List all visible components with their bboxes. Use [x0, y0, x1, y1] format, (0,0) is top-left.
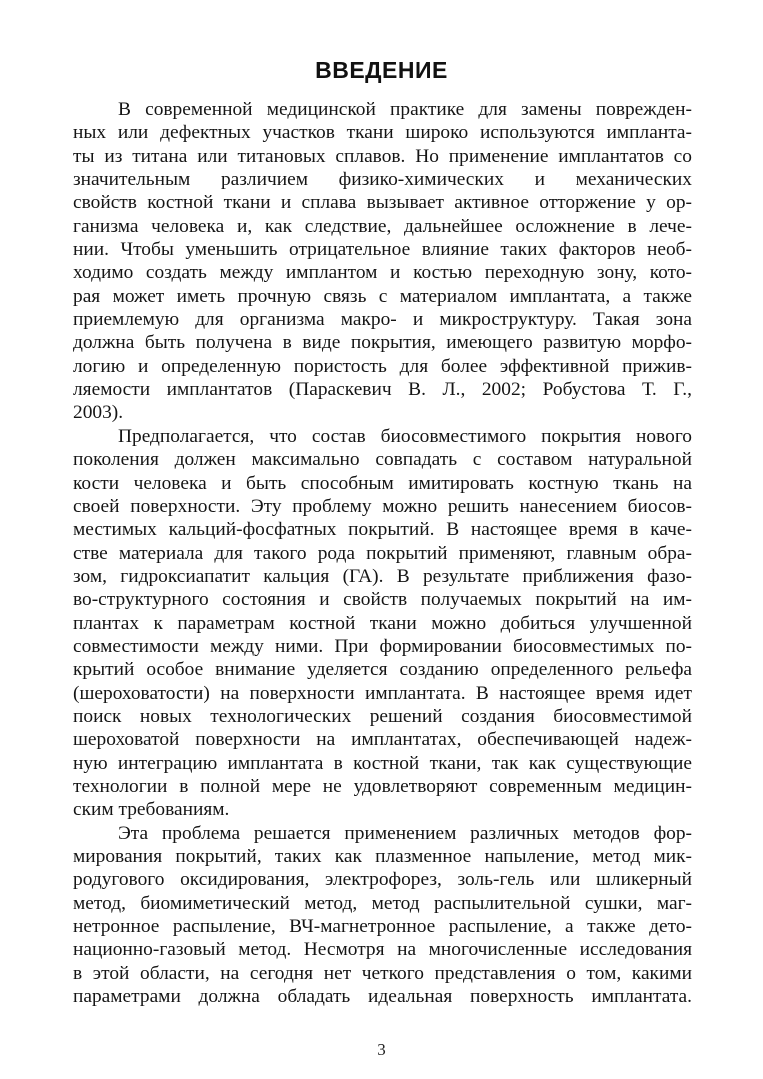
text-line: свойств костной ткани и сплава вызывает активное отторжение у ор-: [73, 192, 692, 214]
text-line: во-структурного состояния и свойств получаемых покрытий на им-: [73, 589, 692, 611]
page-number: 3: [377, 1040, 386, 1059]
paragraph-3: [73, 822, 692, 1009]
text-line: ходимо создать между имплантом и костью переходную зону, кото-: [73, 262, 692, 284]
text-line: приемлемую для организма макро- и микроструктуру. Такая зона: [73, 309, 692, 331]
text-line: нии. Чтобы уменьшить отрицательное влияние таких факторов необ-: [73, 239, 692, 261]
text-line: ную интеграцию имплантата в костной ткани, так как существующие: [73, 752, 692, 774]
text-line: Эта проблема решается применением различных методов фор-: [118, 822, 692, 844]
text-line: совместимости между ними. При формировании биосовместимых по-: [73, 635, 692, 657]
text-line: ных или дефектных участков ткани широко используются импланта-: [73, 122, 692, 144]
text-line: ганизма человека и, как следствие, дальнейшее осложнение в лече-: [73, 215, 692, 237]
text-line: 2003).: [73, 402, 124, 424]
text-line: Предполагается, что состав биосовместимого покрытия нового: [118, 425, 692, 447]
text-line: кости человека и быть способным имитировать костную ткань на: [73, 472, 692, 494]
text-line: крытий особое внимание уделяется созданию определенного рельефа: [73, 659, 692, 681]
text-line: в этой области, на сегодня нет четкого представления о том, какими: [73, 962, 692, 984]
text-line: ляемости имплантатов (Параскевич В. Л., 2002; Робустова Т. Г.,: [73, 379, 692, 401]
paragraph-1: [73, 98, 692, 425]
text-line: плантах к параметрам костной ткани можно добиться улучшенной: [73, 612, 692, 634]
page-title: ВВЕДЕНИЕ: [315, 57, 448, 83]
text-line: логию и определенную пористость для более эффективной прижив-: [73, 355, 692, 377]
text-line: параметрами должна обладать идеальная поверхность имплантата.: [73, 986, 692, 1008]
text-line: (шероховатости) на поверхности имплантата. В настоящее время идет: [73, 682, 692, 704]
text-line: стве материала для такого рода покрытий применяют, главным обра-: [73, 542, 692, 564]
text-line: своей поверхности. Эту проблему можно решить нанесением биосов-: [73, 495, 692, 517]
text-line: зом, гидроксиапатит кальция (ГА). В результате приближения фазо-: [73, 565, 692, 587]
text-line: В современной медицинской практике для замены поврежден-: [118, 99, 692, 120]
text-line: национно-газовый метод. Несмотря на многочисленные исследования: [73, 939, 692, 961]
text-line: родугового оксидирования, электрофорез, золь-гель или шликерный: [73, 869, 692, 891]
text-line: шероховатой поверхности на имплантатах, обеспечивающей надеж-: [73, 729, 692, 751]
text-line: поколения должен максимально совпадать с составом натуральной: [73, 449, 692, 471]
text-line: нетронное распыление, ВЧ-магнетронное распыление, а также дето-: [73, 916, 692, 938]
text-line: ты из титана или титановых сплавов. Но применение имплантатов со: [73, 145, 692, 167]
paragraph-2: [73, 425, 692, 822]
text-line: мирования покрытий, таких как плазменное напыление, метод мик-: [73, 846, 692, 867]
text-line: местимых кальций-фосфатных покрытий. В настоящее время в каче-: [73, 519, 692, 541]
text-line: рая может иметь прочную связь с материалом имплантата, а также: [73, 285, 692, 307]
text-line: технологии в полной мере не удовлетворяют современным медицин-: [73, 775, 692, 797]
text-line: значительным различием физико-химических и механических: [73, 169, 692, 191]
body-text: [73, 98, 692, 1008]
text-line: поиск новых технологических решений создания биосовместимой: [73, 705, 692, 727]
text-line: метод, биомиметический метод, метод распылительной сушки, маг-: [73, 892, 692, 914]
text-line: должна быть получена в виде покрытия, имеющего развитую морфо-: [73, 332, 692, 354]
text-line: ским требованиям.: [73, 799, 230, 821]
